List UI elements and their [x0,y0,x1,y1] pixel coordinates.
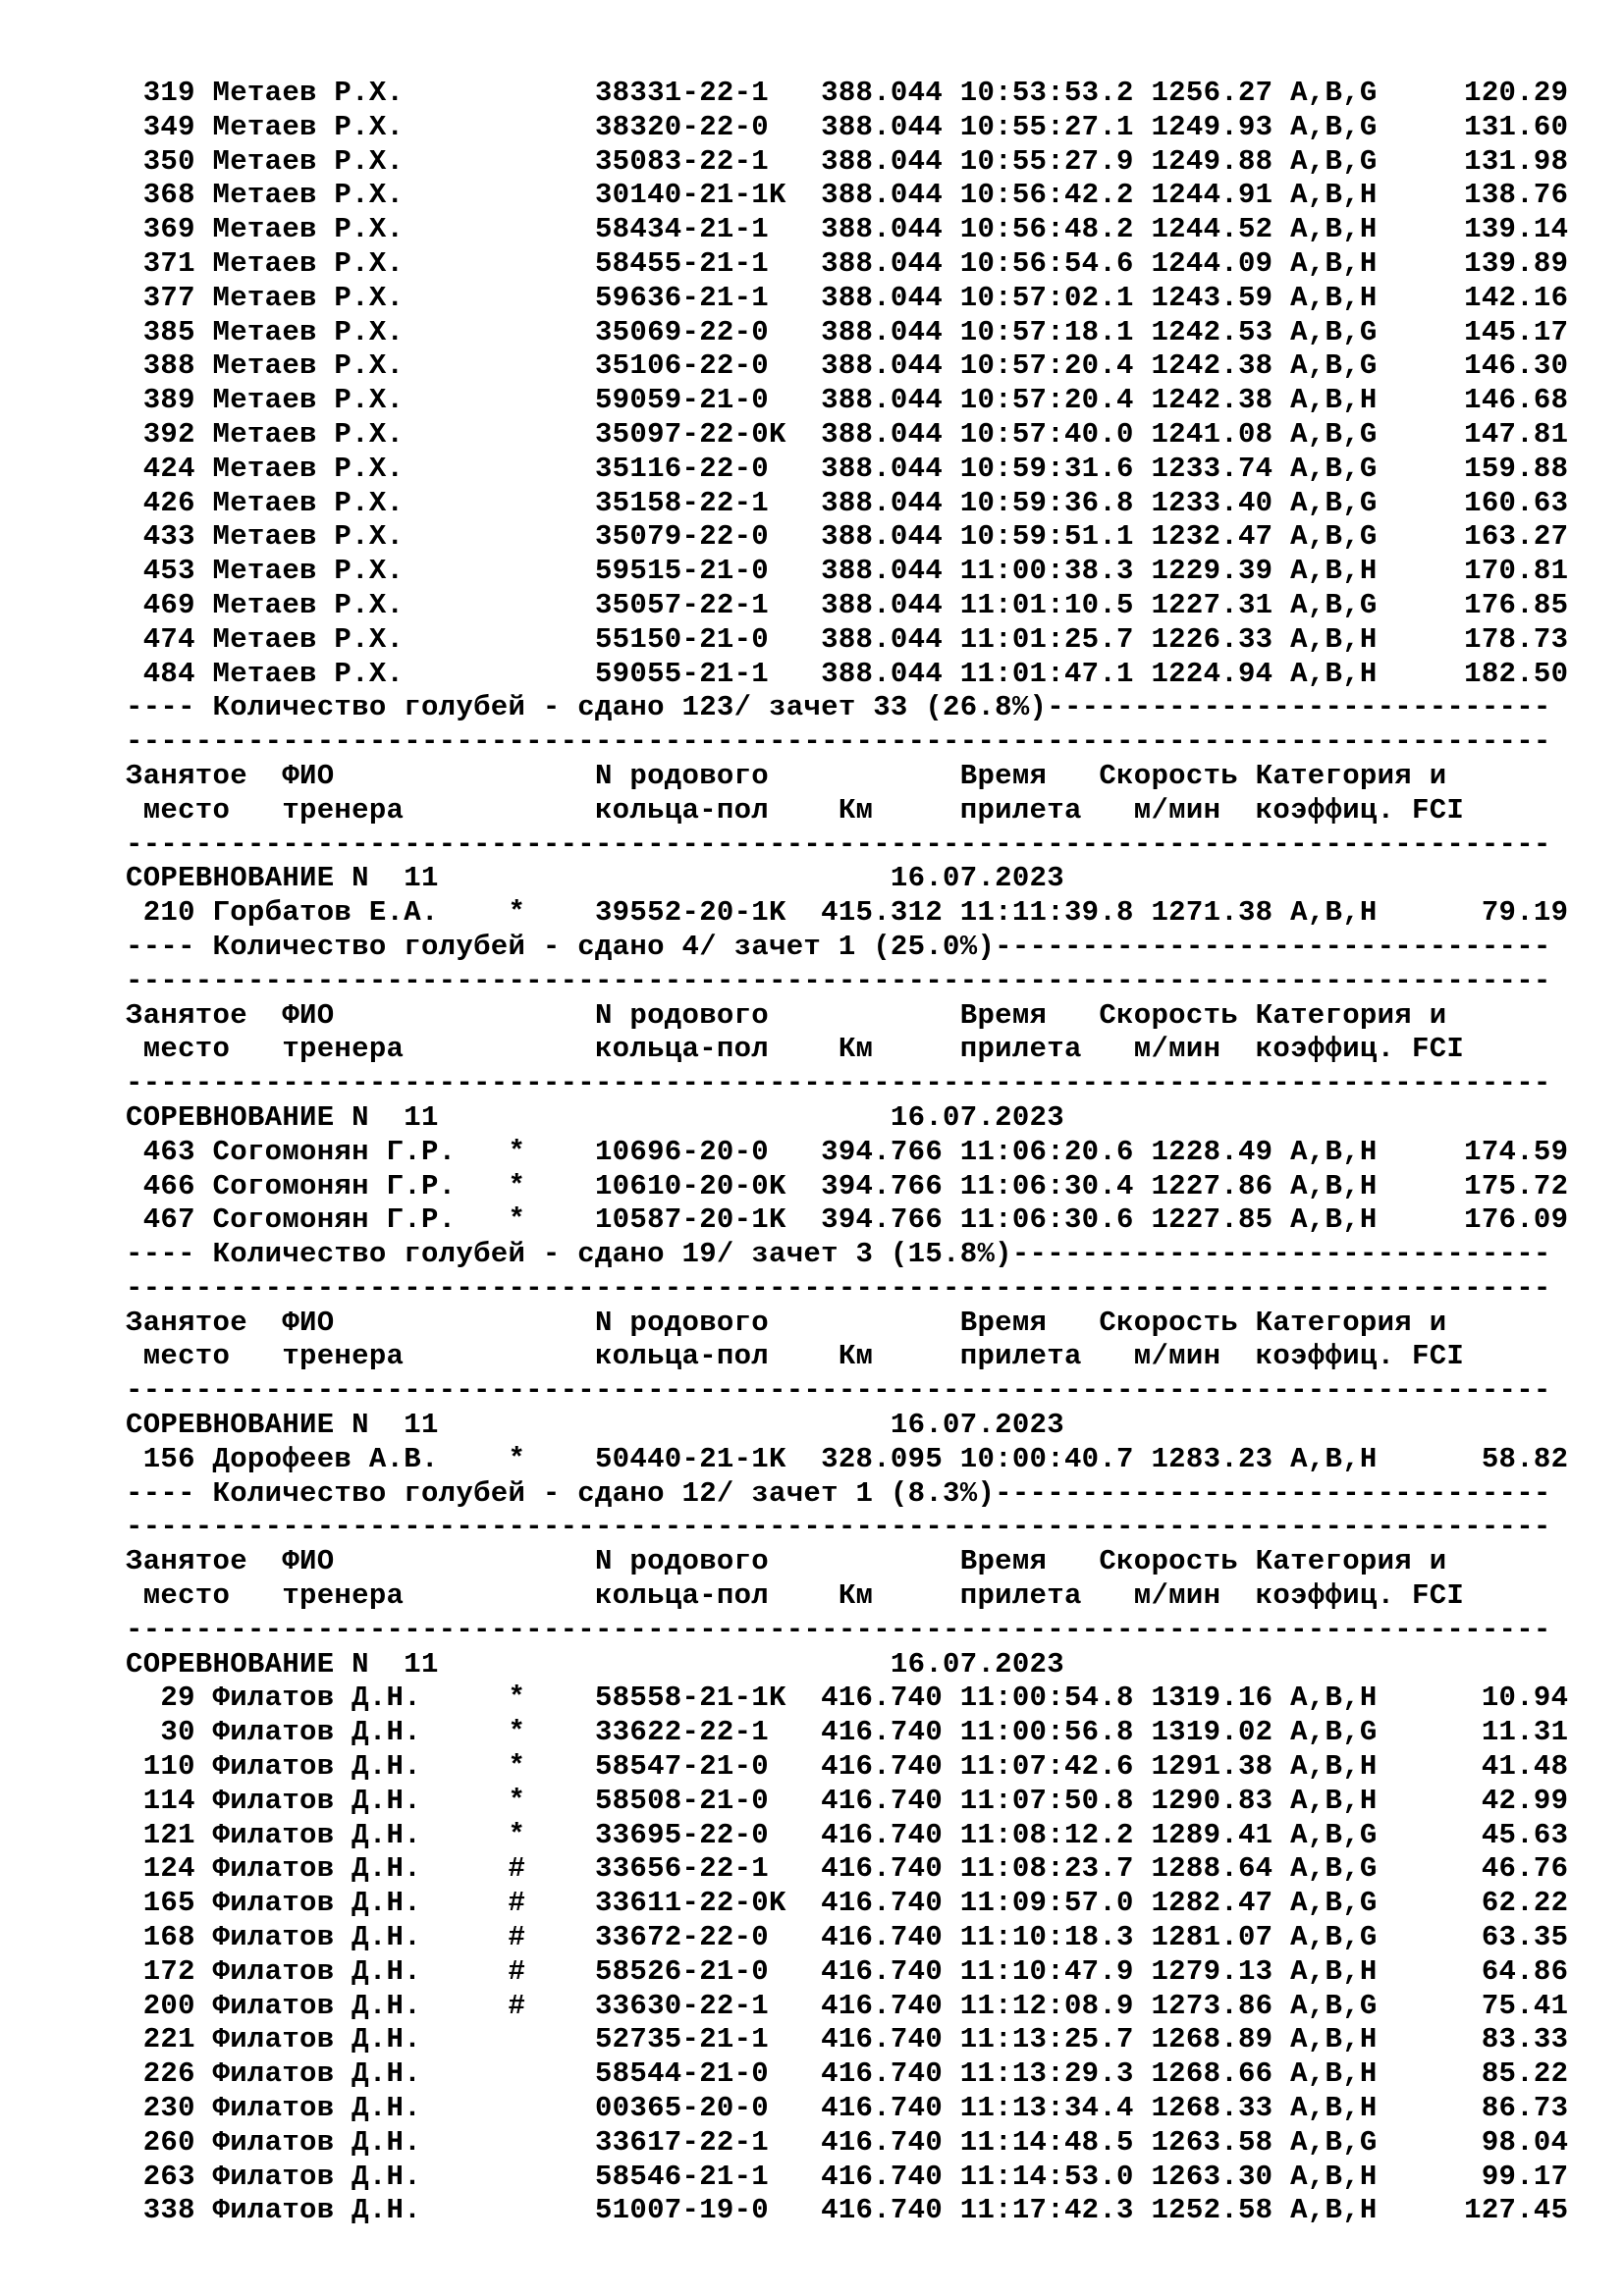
separator-line: ---------------------------------------------------------------------------------- [126,828,1551,861]
result-row: 230 Филатов Д.Н. 00365-20-0 416.740 11:13:34.4 1268.33 A,B,H 86.73 [126,2092,1569,2125]
result-row: 389 Метаев Р.Х. 59059-21-0 388.044 10:57:20.4 1242.38 A,B,H 146.68 [126,384,1569,417]
competition-line: СОРЕВНОВАНИЕ N 11 16.07.2023 [126,1100,1064,1134]
result-row: 453 Метаев Р.Х. 59515-21-0 388.044 11:00:38.3 1229.39 A,B,H 170.81 [126,555,1569,588]
separator-line: ---------------------------------------------------------------------------------- [126,1374,1551,1408]
results-document [126,77,1568,2228]
competition-line: СОРЕВНОВАНИЕ N 11 16.07.2023 [126,1409,1064,1442]
competition-line: СОРЕВНОВАНИЕ N 11 16.07.2023 [126,862,1064,895]
summary-line: ---- Количество голубей - сдано 19/ зачет 3 (15.8%)------------------------------- [126,1238,1551,1271]
separator-line: ---------------------------------------------------------------------------------- [126,1271,1551,1305]
result-row: 29 Филатов Д.Н. * 58558-21-1K 416.740 11:00:54.8 1319.16 A,B,H 10.94 [126,1682,1569,1715]
result-row: 349 Метаев Р.Х. 38320-22-0 388.044 10:55:27.1 1249.93 A,B,G 131.60 [126,110,1569,143]
result-row: 392 Метаев Р.Х. 35097-22-0K 388.044 10:57:40.0 1241.08 A,B,G 147.81 [126,417,1569,451]
result-row: 260 Филатов Д.Н. 33617-22-1 416.740 11:14:48.5 1263.58 A,B,G 98.04 [126,2125,1569,2159]
result-row: 110 Филатов Д.Н. * 58547-21-0 416.740 11:07:42.6 1291.38 A,B,H 41.48 [126,1750,1569,1784]
result-row: 385 Метаев Р.Х. 35069-22-0 388.044 10:57:18.1 1242.53 A,B,G 145.17 [126,315,1569,348]
result-row: 466 Согомонян Г.Р. * 10610-20-0K 394.766 11:06:30.4 1227.86 A,B,H 175.72 [126,1169,1569,1202]
result-row: 338 Филатов Д.Н. 51007-19-0 416.740 11:17:42.3 1252.58 A,B,H 127.45 [126,2194,1569,2227]
result-row: 368 Метаев Р.Х. 30140-21-1K 388.044 10:56:42.2 1244.91 A,B,H 138.76 [126,179,1569,212]
summary-line: ---- Количество голубей - сдано 123/ зачет 33 (26.8%)----------------------------- [126,691,1551,724]
result-row: 463 Согомонян Г.Р. * 10696-20-0 394.766 11:06:20.6 1228.49 A,B,H 174.59 [126,1135,1569,1168]
result-row: 165 Филатов Д.Н. # 33611-22-0K 416.740 11:09:57.0 1282.47 A,B,G 62.22 [126,1887,1569,1920]
result-row: 426 Метаев Р.Х. 35158-22-1 388.044 10:59:36.8 1233.40 A,B,G 160.63 [126,486,1569,519]
column-header-1: Занятое ФИО N родового Время Скорость Категория и [126,1545,1447,1578]
result-row: 388 Метаев Р.Х. 35106-22-0 388.044 10:57:20.4 1242.38 A,B,G 146.30 [126,349,1569,383]
column-header-2: место тренера кольца-пол Км прилета м/мин коэффиц. FCI [126,1579,1465,1613]
result-row: 200 Филатов Д.Н. # 33630-22-1 416.740 11:12:08.9 1273.86 A,B,G 75.41 [126,1989,1569,2022]
result-row: 30 Филатов Д.Н. * 33622-22-1 416.740 11:00:56.8 1319.02 A,B,G 11.31 [126,1716,1569,1749]
result-row: 114 Филатов Д.Н. * 58508-21-0 416.740 11:07:50.8 1290.83 A,B,H 42.99 [126,1784,1569,1817]
result-row: 172 Филатов Д.Н. # 58526-21-0 416.740 11:10:47.9 1279.13 A,B,H 64.86 [126,1954,1569,1988]
result-row: 156 Дорофеев А.В. * 50440-21-1K 328.095 10:00:40.7 1283.23 A,B,H 58.82 [126,1442,1569,1475]
separator-line: ---------------------------------------------------------------------------------- [126,1613,1551,1646]
result-row: 469 Метаев Р.Х. 35057-22-1 388.044 11:01:10.5 1227.31 A,B,G 176.85 [126,588,1569,621]
result-row: 168 Филатов Д.Н. # 33672-22-0 416.740 11:10:18.3 1281.07 A,B,G 63.35 [126,1921,1569,1954]
result-row: 121 Филатов Д.Н. * 33695-22-0 416.740 11:08:12.2 1289.41 A,B,G 45.63 [126,1818,1569,1851]
result-row: 210 Горбатов Е.А. * 39552-20-1K 415.312 11:11:39.8 1271.38 A,B,H 79.19 [126,896,1569,930]
summary-line: ---- Количество голубей - сдано 12/ зачет 1 (8.3%)-------------------------------- [126,1476,1551,1510]
result-row: 377 Метаев Р.Х. 59636-21-1 388.044 10:57:02.1 1243.59 A,B,H 142.16 [126,281,1569,314]
separator-line: ---------------------------------------------------------------------------------- [126,1067,1551,1100]
result-row: 371 Метаев Р.Х. 58455-21-1 388.044 10:56:54.6 1244.09 A,B,H 139.89 [126,246,1569,280]
summary-line: ---- Количество голубей - сдано 4/ зачет 1 (25.0%)-------------------------------- [126,930,1551,963]
result-row: 424 Метаев Р.Х. 35116-22-0 388.044 10:59:31.6 1233.74 A,B,G 159.88 [126,452,1569,485]
column-header-2: место тренера кольца-пол Км прилета м/мин коэффиц. FCI [126,1033,1465,1066]
column-header-2: место тренера кольца-пол Км прилета м/мин коэффиц. FCI [126,793,1465,827]
result-row: 484 Метаев Р.Х. 59055-21-1 388.044 11:01:47.1 1224.94 A,B,H 182.50 [126,657,1569,690]
result-row: 467 Согомонян Г.Р. * 10587-20-1K 394.766 11:06:30.6 1227.85 A,B,H 176.09 [126,1203,1569,1237]
column-header-2: место тренера кольца-пол Км прилета м/мин коэффиц. FCI [126,1340,1465,1373]
separator-line: ---------------------------------------------------------------------------------- [126,725,1551,759]
result-row: 474 Метаев Р.Х. 55150-21-0 388.044 11:01:25.7 1226.33 A,B,H 178.73 [126,622,1569,656]
separator-line: ---------------------------------------------------------------------------------- [126,964,1551,997]
result-row: 226 Филатов Д.Н. 58544-21-0 416.740 11:13:29.3 1268.66 A,B,H 85.22 [126,2057,1569,2091]
separator-line: ---------------------------------------------------------------------------------- [126,1511,1551,1544]
result-row: 350 Метаев Р.Х. 35083-22-1 388.044 10:55:27.9 1249.88 A,B,G 131.98 [126,144,1569,178]
column-header-1: Занятое ФИО N родового Время Скорость Категория и [126,998,1447,1032]
competition-line: СОРЕВНОВАНИЕ N 11 16.07.2023 [126,1647,1064,1681]
result-row: 319 Метаев Р.Х. 38331-22-1 388.044 10:53:53.2 1256.27 A,B,G 120.29 [126,77,1569,109]
result-row: 433 Метаев Р.Х. 35079-22-0 388.044 10:59:51.1 1232.47 A,B,G 163.27 [126,520,1569,554]
result-row: 221 Филатов Д.Н. 52735-21-1 416.740 11:13:25.7 1268.89 A,B,H 83.33 [126,2023,1569,2056]
result-row: 369 Метаев Р.Х. 58434-21-1 388.044 10:56:48.2 1244.52 A,B,H 139.14 [126,213,1569,246]
column-header-1: Занятое ФИО N родового Время Скорость Категория и [126,1306,1447,1339]
result-row: 124 Филатов Д.Н. # 33656-22-1 416.740 11:08:23.7 1288.64 A,B,G 46.76 [126,1852,1569,1886]
result-row: 263 Филатов Д.Н. 58546-21-1 416.740 11:14:53.0 1263.30 A,B,H 99.17 [126,2160,1569,2193]
column-header-1: Занятое ФИО N родового Время Скорость Категория и [126,759,1447,792]
